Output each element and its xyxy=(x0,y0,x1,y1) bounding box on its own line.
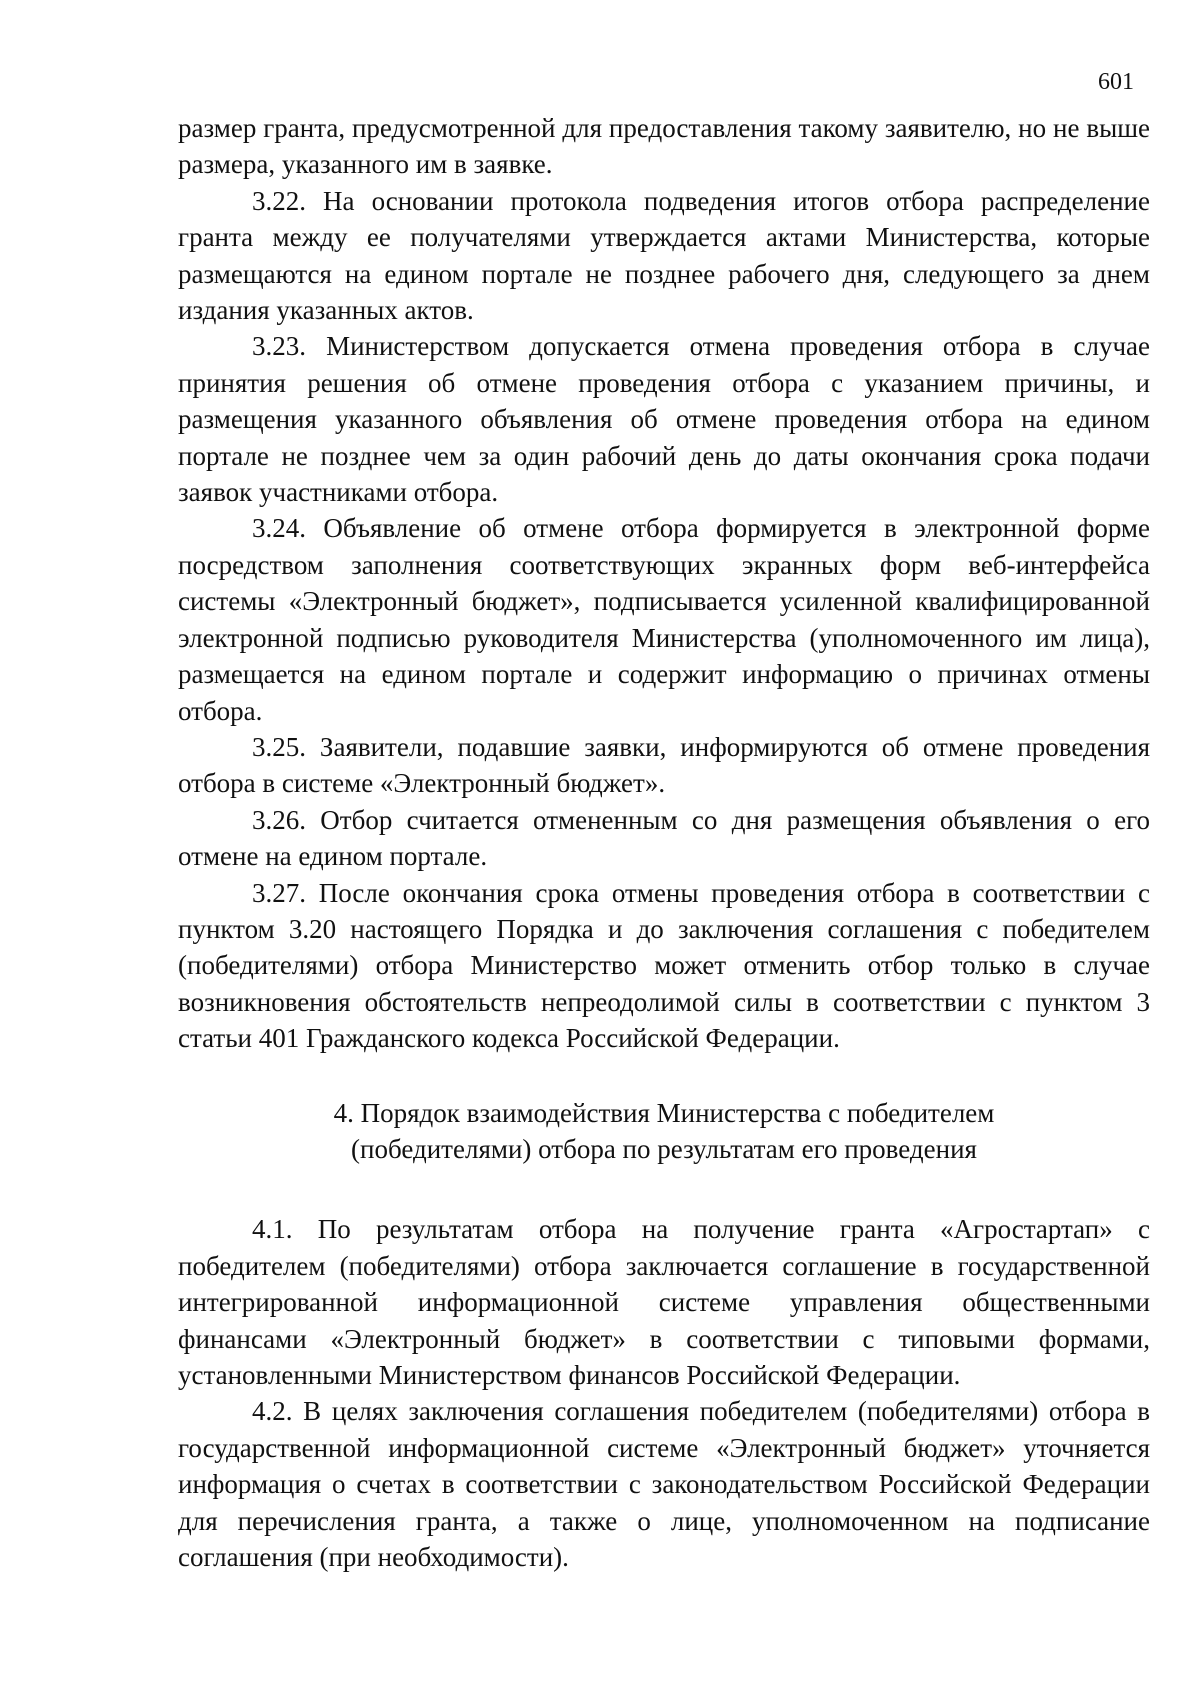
page-number: 601 xyxy=(1098,69,1134,95)
paragraph-3-25: 3.25. Заявители, подавшие заявки, информируются об отмене проведения отбора в системе «Электронный бюджет». xyxy=(178,731,1150,799)
paragraph-4-1: 4.1. По результатам отбора на получение гранта «Агростартап» с победителем (победителями) отбора заключается соглашение в государственной интегрированной информационной системе управления общественными финансами «Электронный бюджет» в соответствии с типовыми формами, установленными Министерством финансов Российской Федерации. xyxy=(178,1214,1150,1390)
paragraph-3-27: 3.27. После окончания срока отмены проведения отбора в соответствии с пунктом 3.20 настоящего Порядка и до заключения соглашения с победителем (победителями) отбора Министерство может отменить отбор только в случае возникновения обстоятельств непреодолимой силы в соответствии с пунктом 3 статьи 401 Гражданского кодекса Российской Федерации. xyxy=(178,877,1150,1054)
document-body xyxy=(178,110,1150,1575)
paragraph-3-23: 3.23. Министерством допускается отмена проведения отбора в случае принятия решения об отмене проведения отбора с указанием причины, и размещения указанного объявления об отмене проведения отбора на едином портале не позднее чем за один рабочий день до даты окончания срока подачи заявок участниками отбора. xyxy=(178,331,1150,508)
paragraph-3-24: 3.24. Объявление об отмене отбора формируется в электронной форме посредством заполнения соответствующих экранных форм веб-интерфейса системы «Электронный бюджет», подписывается усиленной квалифицированной электронной подписью руководителя Министерства (уполномоченного им лица), размещается на едином портале и содержит информацию о причинах отмены отбора. xyxy=(178,513,1150,726)
paragraph-3-26: 3.26. Отбор считается отмененным со дня размещения объявления о его отмене на едином портале. xyxy=(178,804,1150,872)
paragraph-continuation: размер гранта, предусмотренной для предоставления такому заявителю, но не выше размера, указанного им в заявке. xyxy=(178,113,1150,180)
paragraph-4-2: 4.2. В целях заключения соглашения победителем (победителями) отбора в государственной информационной системе «Электронный бюджет» уточняется информация о счетах в соответствии с законодательством Российской Федерации для перечисления гранта, а также о лице, уполномоченном на подписание соглашения (при необходимости). xyxy=(178,1396,1150,1573)
section-heading-line-2: (победителями) отбора по результатам его проведения xyxy=(351,1133,977,1164)
section-heading-line-1: 4. Порядок взаимодействия Министерства с победителем xyxy=(333,1097,995,1128)
paragraph-3-22: 3.22. На основании протокола подведения итогов отбора распределение гранта между ее получателями утверждается актами Министерства, которые размещаются на едином портале не позднее рабочего дня, следующего за днем издания указанных актов. xyxy=(178,185,1150,326)
section-heading xyxy=(178,1095,1150,1168)
